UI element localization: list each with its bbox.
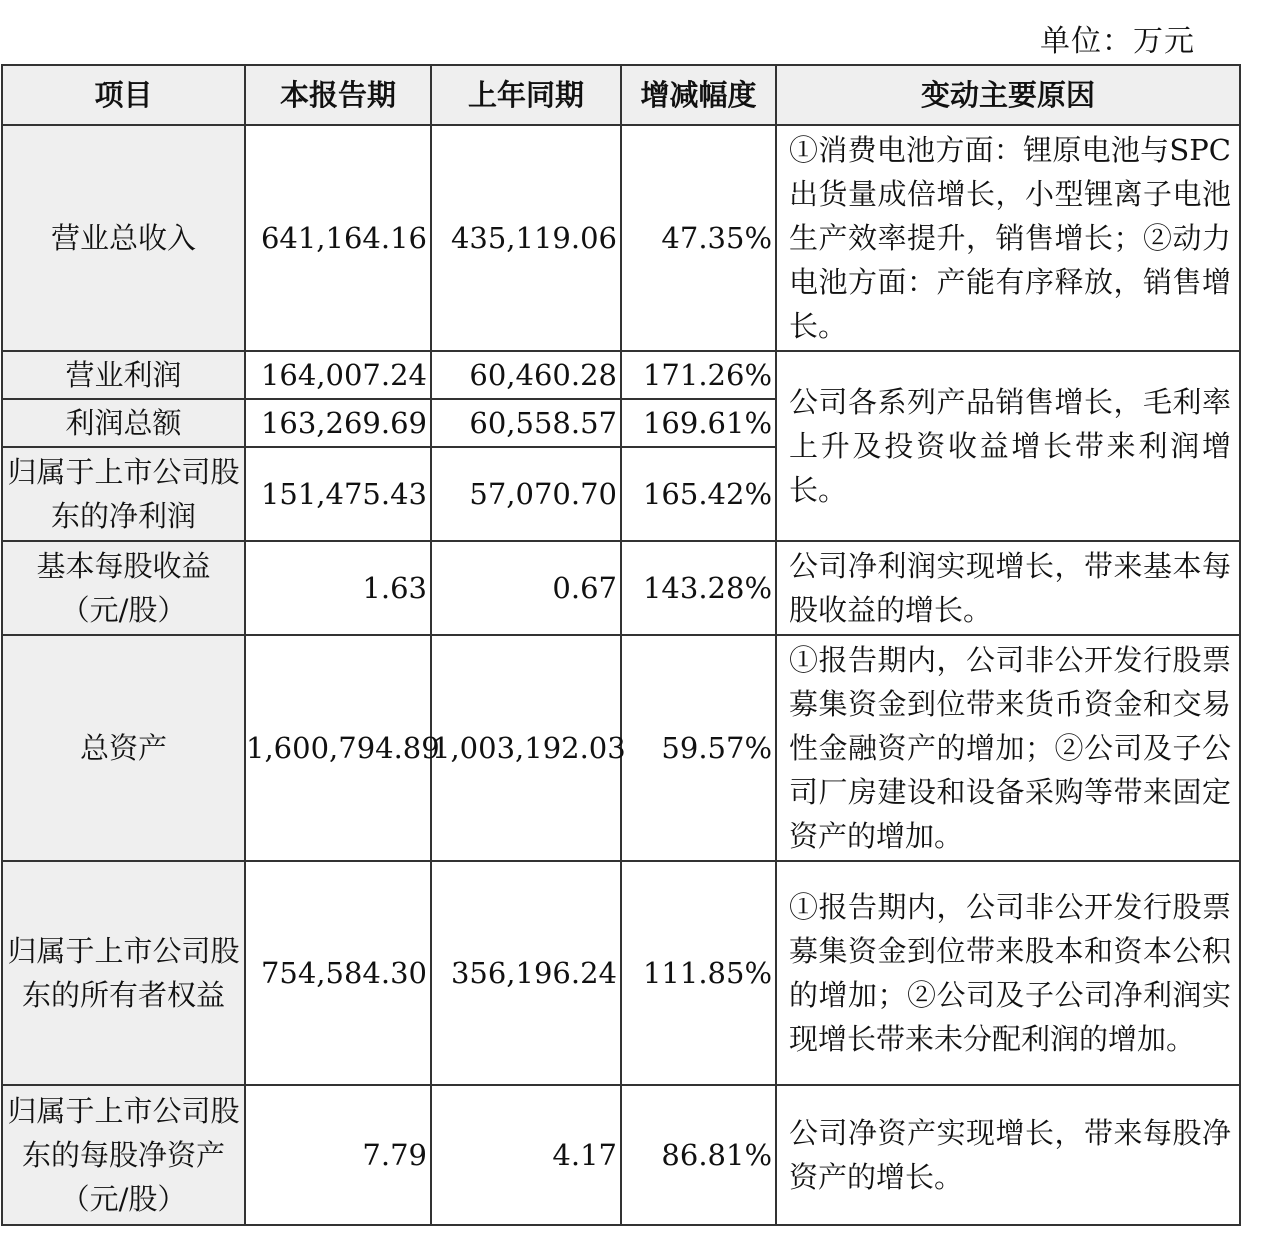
reason-text: ①报告期内，公司非公开发行股票募集资金到位带来股本和资本公积的增加；②公司及子公司净利润实现增长带来未分配利润的增加。 (776, 861, 1240, 1085)
current-value: 7.79 (245, 1085, 431, 1225)
change-value: 143.28% (621, 541, 776, 635)
header-current: 本报告期 (245, 65, 431, 125)
reason-text: 公司各系列产品销售增长，毛利率上升及投资收益增长带来利润增长。 (776, 351, 1240, 541)
current-value: 754,584.30 (245, 861, 431, 1085)
prior-value: 57,070.70 (431, 447, 621, 541)
prior-value: 1,003,192.03 (431, 635, 621, 861)
reason-text: 公司净利润实现增长，带来基本每股收益的增长。 (776, 541, 1240, 635)
prior-value: 0.67 (431, 541, 621, 635)
table-row (2, 1085, 1240, 1225)
row-label: 归属于上市公司股东的所有者权益 (2, 861, 245, 1085)
change-value: 165.42% (621, 447, 776, 541)
row-label: 营业利润 (2, 351, 245, 399)
current-value: 641,164.16 (245, 125, 431, 351)
current-value: 164,007.24 (245, 351, 431, 399)
current-value: 151,475.43 (245, 447, 431, 541)
prior-value: 60,558.57 (431, 399, 621, 447)
header-item: 项目 (2, 65, 245, 125)
current-value: 1,600,794.89 (245, 635, 431, 861)
header-reason: 变动主要原因 (776, 65, 1240, 125)
header-prior: 上年同期 (431, 65, 621, 125)
prior-value: 4.17 (431, 1085, 621, 1225)
header-row (2, 65, 1240, 125)
table-row (2, 861, 1240, 1085)
reason-text: ①消费电池方面：锂原电池与SPC 出货量成倍增长，小型锂离子电池生产效率提升，销售增长；②动力电池方面：产能有序释放，销售增长。 (776, 125, 1240, 351)
reason-text: 公司净资产实现增长，带来每股净资产的增长。 (776, 1085, 1240, 1225)
row-label: 基本每股收益（元/股） (2, 541, 245, 635)
row-label: 总资产 (2, 635, 245, 861)
header-change: 增减幅度 (621, 65, 776, 125)
row-label: 归属于上市公司股东的每股净资产（元/股） (2, 1085, 245, 1225)
unit-label: 单位：万元 (1040, 24, 1195, 59)
change-value: 86.81% (621, 1085, 776, 1225)
current-value: 1.63 (245, 541, 431, 635)
financial-table (1, 64, 1241, 1226)
reason-text: ①报告期内，公司非公开发行股票募集资金到位带来货币资金和交易性金融资产的增加；②公司及子公司厂房建设和设备采购等带来固定资产的增加。 (776, 635, 1240, 861)
current-value: 163,269.69 (245, 399, 431, 447)
prior-value: 60,460.28 (431, 351, 621, 399)
change-value: 59.57% (621, 635, 776, 861)
change-value: 111.85% (621, 861, 776, 1085)
change-value: 171.26% (621, 351, 776, 399)
prior-value: 435,119.06 (431, 125, 621, 351)
table-row (2, 125, 1240, 351)
row-label: 归属于上市公司股东的净利润 (2, 447, 245, 541)
row-label: 利润总额 (2, 399, 245, 447)
change-value: 47.35% (621, 125, 776, 351)
row-label: 营业总收入 (2, 125, 245, 351)
table-row (2, 635, 1240, 861)
prior-value: 356,196.24 (431, 861, 621, 1085)
table-row (2, 351, 1240, 399)
change-value: 169.61% (621, 399, 776, 447)
table-row (2, 541, 1240, 635)
